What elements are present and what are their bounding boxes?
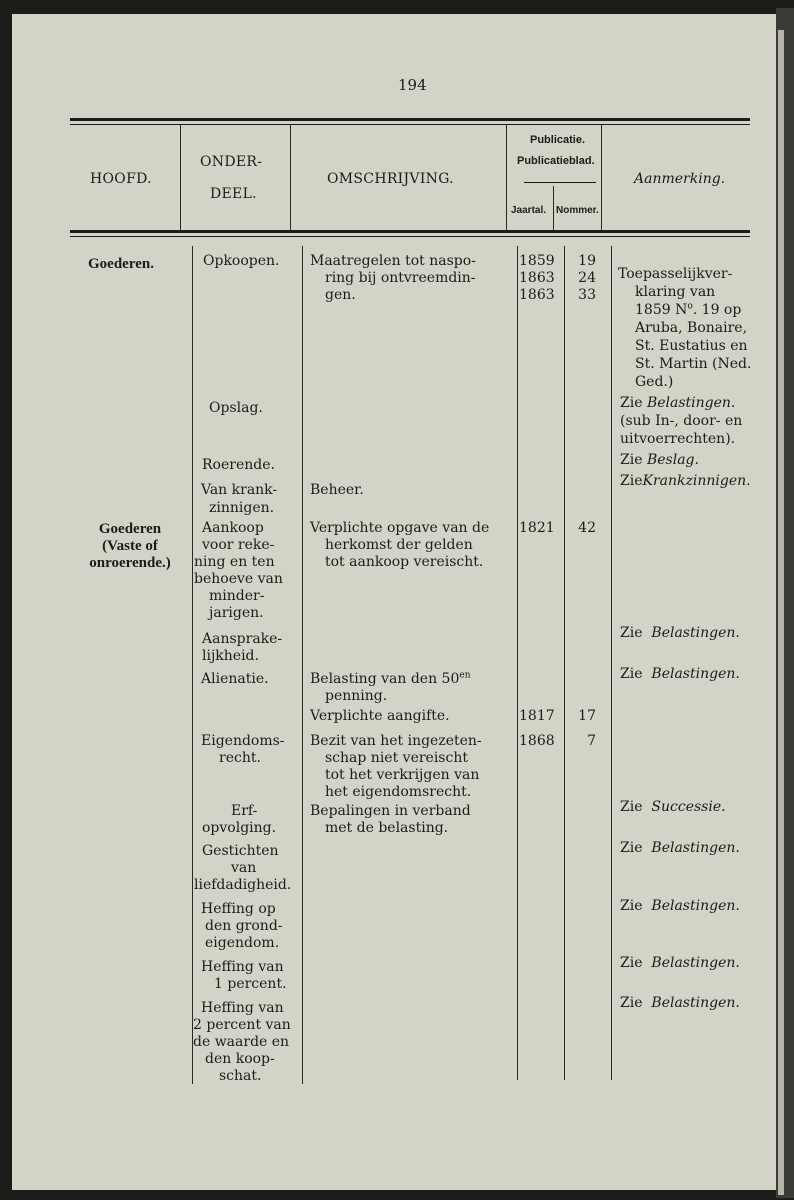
omschrijving-opgave-1: Verplichte opgave van de [310, 520, 490, 536]
body-divider-4 [564, 246, 565, 1080]
aanmerking-toep-2: klaring van [635, 284, 716, 300]
aanmerking-toep-1: Toepasselijkver- [618, 266, 733, 282]
header-jaartal: Jaartal. [511, 205, 547, 216]
header-divider-3 [506, 125, 507, 230]
header-hoofd: HOOFD. [90, 171, 152, 187]
omschrijving-bezit-3: tot het verkrijgen van [325, 767, 480, 783]
onderdeel-heffing-op: Heffing op [201, 901, 276, 917]
onderdeel-1-percent: 1 percent. [214, 976, 287, 992]
page-number: 194 [398, 76, 427, 94]
body-divider-3 [517, 246, 518, 1080]
onderdeel-schat: schat. [219, 1068, 262, 1084]
aanmerking-toep-4: Aruba, Bonaire, [635, 320, 748, 336]
jaartal-1821: 1821 [519, 520, 555, 536]
zie-label: Zie [620, 955, 643, 971]
top-rule-thick [70, 118, 750, 121]
aanmerking-toep-3 [635, 302, 741, 319]
body-divider-1 [192, 246, 193, 1084]
nommer-24: 24 [578, 270, 596, 286]
onderdeel-heffing-van-2: Heffing van [201, 1000, 284, 1016]
ref-beslag: Beslag. [646, 452, 699, 468]
onderdeel-opvolging: opvolging. [202, 820, 277, 836]
header-divider-1 [180, 125, 181, 230]
nommer-42: 42 [578, 520, 596, 536]
header-omschrijving: OMSCHRIJVING. [327, 171, 454, 187]
header-publicatie: Publicatie. [530, 134, 586, 146]
body-divider-5 [611, 246, 612, 1080]
aanmerking-gestichten [620, 840, 740, 857]
omschrijving-bezit-1: Bezit van het ingezeten- [310, 733, 482, 749]
hoofd-goederen-vaste-3: onroerende.) [89, 555, 171, 571]
header-divider-4 [553, 186, 554, 230]
aanmerking-sub: (sub In-, door- en [620, 413, 743, 429]
jaartal-1863-a: 1863 [519, 270, 555, 286]
onderdeel-eigendom: eigendom. [205, 935, 280, 951]
ref-belastingen: Belastingen. [651, 995, 740, 1011]
aanmerking-heffing-1 [620, 955, 740, 972]
header-nommer: Nommer. [556, 205, 599, 216]
omschrijving-bezit-4: het eigendomsrecht. [325, 784, 472, 800]
onderdeel-van-krank: Van krank- [201, 482, 278, 498]
jaartal-1868: 1868 [519, 733, 555, 749]
ref-successie: Successie. [651, 799, 726, 815]
zie-label: Zie [620, 799, 643, 815]
omschrijving-belasting-50 [310, 671, 471, 688]
header-onderdeel-1: ONDER- [200, 154, 263, 170]
onderdeel-opslag: Opslag. [209, 400, 263, 416]
aanmerking-erfopvolging [620, 799, 726, 816]
header-divider-5 [601, 125, 602, 230]
ref-belastingen: Belastingen. [646, 395, 736, 411]
onderdeel-opkoopen: Opkoopen. [203, 253, 280, 269]
onderdeel-erf: Erf- [231, 803, 258, 819]
aanmerking-uitvoer: uitvoerrechten). [620, 431, 736, 447]
hoofd-goederen: Goederen. [88, 256, 154, 272]
header-rule-thick [70, 230, 750, 233]
aanmerking-krankzinnigen [620, 473, 751, 490]
onderdeel-behoeve-van: behoeve van [194, 571, 283, 587]
onderdeel-voor-reke: voor reke- [202, 537, 275, 553]
onderdeel-heffing-van-1: Heffing van [201, 959, 284, 975]
aanmerking-alienatie [620, 666, 740, 683]
onderdeel-den-grond: den grond- [205, 918, 283, 934]
zie-label: Zie [620, 840, 643, 856]
aanmerking-toep-6: St. Martin (Ned. [635, 356, 752, 372]
document-page [12, 14, 776, 1190]
top-rule-thin [70, 124, 750, 125]
header-onderdeel-2: DEEL. [210, 186, 257, 202]
hoofd-goederen-vaste-1: Goederen [98, 521, 162, 537]
onderdeel-alienatie: Alienatie. [201, 671, 269, 687]
nommer-17: 17 [578, 708, 596, 724]
ref-belastingen: Belastingen. [651, 955, 740, 971]
zie-label: Zie [620, 995, 643, 1011]
omschrijving-maatregelen-3: gen. [325, 287, 356, 303]
omschrijving-maatregelen-2: ring bij ontvreemdin- [325, 270, 476, 286]
aanmerking-toep-7: Ged.) [635, 374, 674, 390]
publicatieblad-brace [524, 182, 596, 183]
onderdeel-gestichten: Gestichten [202, 843, 279, 859]
omschrijving-maatregelen-1: Maatregelen tot naspo- [310, 253, 476, 269]
ref-belastingen: Belastingen. [651, 840, 740, 856]
page-edge-inner [778, 30, 784, 1195]
onderdeel-recht: recht. [219, 750, 261, 766]
aanmerking-toep-3c: . 19 op [692, 302, 742, 318]
nommer-7: 7 [587, 733, 596, 749]
onderdeel-van: van [231, 860, 257, 876]
omschrijving-bepalingen-1: Bepalingen in verband [310, 803, 471, 819]
omschrijving-bepalingen-2: met de belasting. [325, 820, 449, 836]
onderdeel-de-waarde: de waarde en [193, 1034, 290, 1050]
nommer-19: 19 [578, 253, 596, 269]
zie-label: Zie [620, 395, 643, 411]
omschrijving-aangifte: Verplichte aangifte. [310, 708, 450, 724]
onderdeel-aansprake: Aansprake- [202, 631, 283, 647]
zie-label: Zie [620, 625, 643, 641]
aanmerking-heffing-grond [620, 898, 740, 915]
omschrijving-penning: penning. [325, 688, 388, 704]
body-divider-2 [302, 246, 303, 1084]
omschrijving-beheer: Beheer. [310, 482, 364, 498]
onderdeel-minder: minder- [209, 588, 265, 604]
aanmerking-opslag [620, 395, 735, 412]
aanmerking-aansprakelijkheid [620, 625, 740, 642]
jaartal-1863-b: 1863 [519, 287, 555, 303]
onderdeel-roerende: Roerende. [202, 457, 275, 473]
omschrijving-belasting-50-text: Belasting van den 50 [310, 671, 460, 687]
onderdeel-lijkheid: lijkheid. [202, 648, 259, 664]
onderdeel-aankoop: Aankoop [202, 520, 264, 536]
omschrijving-belasting-50-sup: en [459, 670, 471, 681]
omschrijving-opgave-2: herkomst der gelden [325, 537, 473, 553]
header-aanmerking: Aanmerking. [634, 171, 726, 187]
onderdeel-eigendoms: Eigendoms- [201, 733, 285, 749]
aanmerking-roerende [620, 452, 699, 469]
nommer-33: 33 [578, 287, 596, 303]
zie-label: Zie [620, 473, 643, 489]
onderdeel-ning-en-ten: ning en ten [194, 554, 275, 570]
ref-krankzinnigen: Krankzinnigen. [642, 473, 751, 489]
omschrijving-opgave-3: tot aankoop vereischt. [325, 554, 484, 570]
jaartal-1859: 1859 [519, 253, 555, 269]
header-rule-thin [70, 236, 750, 237]
zie-label: Zie [620, 666, 643, 682]
header-divider-2 [290, 125, 291, 230]
aanmerking-toep-5: St. Eustatius en [635, 338, 748, 354]
header-publicatieblad: Publicatieblad. [517, 155, 595, 167]
aanmerking-toep-3b: o [687, 301, 693, 312]
ref-belastingen: Belastingen. [651, 666, 740, 682]
hoofd-goederen-vaste-2: (Vaste of [102, 538, 158, 554]
zie-label: Zie [620, 898, 643, 914]
omschrijving-bezit-2: schap niet vereischt [325, 750, 468, 766]
ref-belastingen: Belastingen. [651, 625, 740, 641]
aanmerking-toep-3a: 1859 N [635, 302, 688, 318]
aanmerking-heffing-2 [620, 995, 740, 1012]
zie-label: Zie [620, 452, 643, 468]
onderdeel-jarigen: jarigen. [209, 605, 264, 621]
jaartal-1817: 1817 [519, 708, 555, 724]
onderdeel-den-koop: den koop- [205, 1051, 275, 1067]
onderdeel-liefdadigheid: liefdadigheid. [194, 877, 292, 893]
onderdeel-zinnigen: zinnigen. [209, 500, 275, 516]
onderdeel-2-percent: 2 percent van [193, 1017, 291, 1033]
ref-belastingen: Belastingen. [651, 898, 740, 914]
